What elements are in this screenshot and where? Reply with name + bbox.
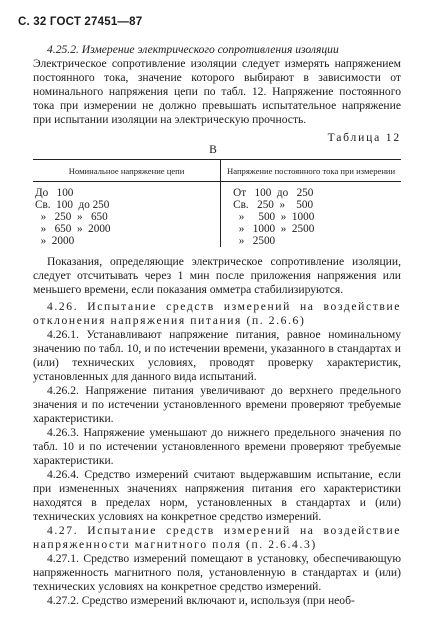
voltage-table (33, 159, 401, 247)
table-cell: Св. 100 до 250 (35, 199, 110, 211)
section-4-27-2: 4.27.2. Средство измерений включают и, используя (при необ- (47, 594, 355, 607)
paragraph-readings: Показания, определяющие электрическое сопротивление изоляции, следует отсчитывать через 1 мин после приложения напряжения или меньшего времени, если показания омметра стабилизируются. (33, 255, 401, 296)
table-column-nominal (33, 182, 221, 248)
table-cell: Св. 250 » 500 (233, 199, 314, 211)
table-cell: » 2500 (233, 235, 276, 247)
section-4-25-2-body: Электрическое сопротивление изоляции следует измерять напряжением постоянного тока, значение которого выбирают в зависимости от номинального напряжения цепи по табл. 12. Напряжение постоянного тока при измерении не должно превышать испытательное напряжение при испытании изоляции на электрическую прочность. (33, 57, 401, 126)
section-4-27-1: 4.27.1. Средство измерений помещают в установку, обеспечивающую напряженность магнитного поля, установленную в стандартах и (или) технических условиях на конкретное средство измерений. (33, 552, 401, 593)
table-column-dc (221, 182, 401, 248)
table-caption: Таблица 12 (327, 131, 401, 144)
section-4-26-title: 4.26. Испытание средств измерений на воздействие отклонения напряжения питания (п. 2.6.6) (33, 300, 401, 327)
table-cell: » 1000 » 2500 (233, 223, 315, 235)
main-text-block (33, 43, 401, 608)
table-header-nominal-voltage: Номинальное напряжение цепи (33, 160, 221, 182)
section-4-26-4: 4.26.4. Средство измерений считают выдержавшим испытание, если при измененных значениях напряжения питания его характеристики находятся в пределах норм, установленных в стандартах и (или) технических условиях на конкретное средство измерений. (33, 468, 401, 523)
table-cell: » 2000 (35, 235, 75, 247)
section-4-25-2-title: 4.25.2. Измерение электрического сопротивления изоляции (47, 43, 339, 56)
table-cell: » 250 » 650 (35, 211, 108, 223)
table-cell: До 100 (35, 187, 74, 199)
table-cell: » 650 » 2000 (35, 223, 111, 235)
table-mark: В (209, 143, 217, 156)
table-cell: От 100 до 250 (233, 187, 314, 199)
section-4-26-2: 4.26.2. Напряжение питания увеличивают до верхнего предельного значения и по истечении установленного времени проверяют требуемые характеристики. (33, 384, 401, 425)
table-cell: » 500 » 1000 (233, 211, 315, 223)
page-header: С. 32 ГОСТ 27451—87 (18, 16, 143, 28)
table-header-dc-voltage: Напряжение постоянного тока при измерении (221, 160, 401, 182)
section-4-26-3: 4.26.3. Напряжение уменьшают до нижнего предельного значения по табл. 10 и по истечении установленного времени проверяют требуемые характеристики. (33, 426, 401, 467)
section-4-26-1: 4.26.1. Устанавливают напряжение питания, равное номинальному значению по табл. 10, и по истечении времени, указанного в стандартах и (или) технических условиях, проводят проверку характеристик, установленных для данного вида испытаний. (33, 328, 401, 383)
section-4-27-title: 4.27. Испытание средств измерений на воздействие напряженности магнитного поля (п. 2.6.4.3) (33, 524, 401, 551)
